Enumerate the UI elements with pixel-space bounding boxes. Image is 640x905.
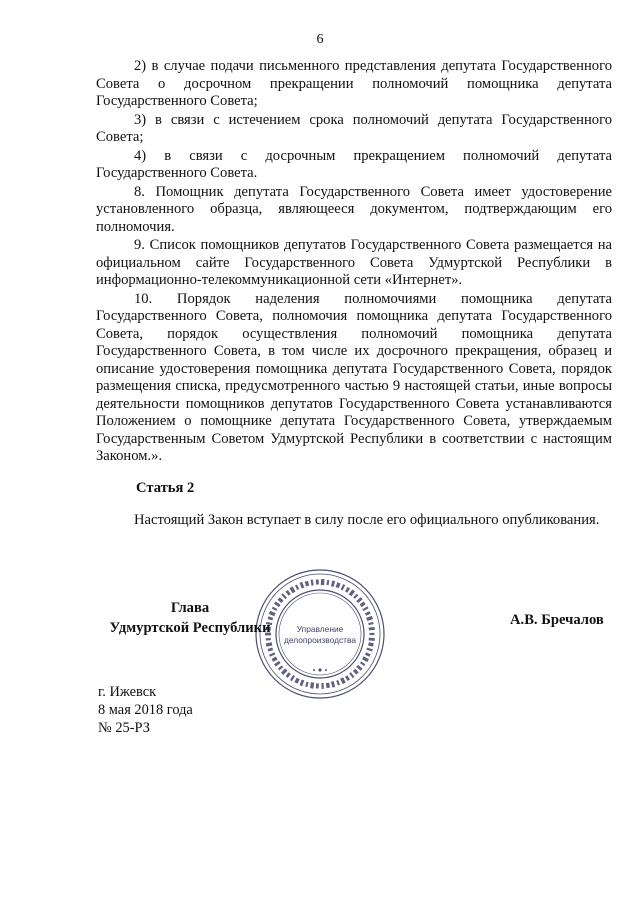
seal-ring-mark <box>331 580 335 587</box>
seal-ring-mark <box>281 593 287 599</box>
seal-ring-mark <box>369 638 375 641</box>
seal-ring-mark <box>305 682 308 687</box>
seal-ring-mark <box>349 589 355 596</box>
paragraph: 8. Помощник депутата Государственного Совета имеет удостоверение установленного образца, являющееся документом, подтверждающим его полномочия. <box>96 183 612 235</box>
page-number: 6 <box>316 32 324 47</box>
seal-ring-mark <box>268 647 274 651</box>
seal-ring-mark <box>341 584 346 590</box>
seal-ring-mark <box>356 597 362 603</box>
seal-ring-mark <box>272 657 278 662</box>
signatory-name: А.В. Бречалов <box>510 612 604 628</box>
seal-ring-mark <box>321 579 325 585</box>
seal-ring-mark <box>366 648 372 652</box>
law-text <box>96 58 612 466</box>
document-footer <box>98 683 193 737</box>
seal-ring-mark <box>286 672 291 678</box>
seal-ring-mark <box>349 672 354 678</box>
article-body <box>96 512 612 530</box>
seal-inner-line-2: делопроизводства <box>283 635 357 645</box>
signatory-title-line-1: Глава <box>170 600 210 616</box>
seal-ring-mark <box>290 675 295 681</box>
footer-date: 8 мая 2018 года <box>98 702 193 718</box>
seal-ring-mark <box>370 633 375 635</box>
seal-ring-mark <box>353 669 359 675</box>
seal-ring-mark <box>266 642 273 647</box>
seal-ring-mark <box>286 590 291 596</box>
seal-ring-mark <box>266 638 271 641</box>
seal-inner-line-1: Управление <box>296 624 344 634</box>
seal-ring-mark <box>281 668 288 675</box>
seal-ring-mark <box>300 679 305 686</box>
seal-ring-mark <box>360 601 366 607</box>
seal-ring-mark <box>326 683 330 688</box>
seal-ring-mark <box>369 627 375 630</box>
seal-ring-mark <box>289 586 295 593</box>
seal-ring-mark <box>365 611 371 616</box>
seal-ring-mark <box>353 594 358 599</box>
signatory-title <box>100 598 280 638</box>
seal-ring-mark <box>278 665 283 670</box>
signatory-title-line-2: Удмуртской Республики <box>109 620 271 636</box>
paragraph: 9. Список помощников депутатов Государственного Совета размещается на официальном сайте Государственного Совета Удмуртской Республики в информационно-телекоммуникационной сети «Интернет». <box>96 237 612 288</box>
seal-ring-mark <box>336 680 340 685</box>
seal-ring-mark <box>340 677 346 684</box>
paragraph: 3) в связи с истечением срока полномочий депутата Государственного Совета; <box>96 111 612 145</box>
seal-ring-mark <box>366 616 373 621</box>
footer-number: № 25-РЗ <box>98 720 150 736</box>
seal-ring-mark <box>326 580 329 585</box>
seal-ring-mark <box>362 606 368 611</box>
seal-ring-mark <box>368 642 374 646</box>
article-heading: Статья 2 <box>136 480 195 496</box>
seal-ring-mark <box>362 656 369 662</box>
seal-ring-mark <box>300 582 305 589</box>
seal-ring-mark <box>305 581 310 587</box>
seal-ring-mark <box>269 652 275 656</box>
paragraph: 2) в случае подачи письменного представления депутата Государственного Совета о досрочном прекращении полномочий помощника депутата Государственного Совета; <box>96 58 612 109</box>
paragraph: 4) в связи с досрочным прекращением полномочий депутата Государственного Совета. <box>96 147 612 181</box>
seal-ring-mark <box>294 678 299 684</box>
paragraph: 10. Порядок наделения полномочиями помощника депутата Государственного Совета, полномочия помощника депутата Государственного Совета, порядок осуществления полномочий помощника депутата Государственного Совета, в том числе их досрочного прекращения, образец и описание удостоверения помощника депутата Государственного Совета, порядок размещения списка, предусмотренного частью 9 настоящей статьи, иные вопросы деятельности помощников депутатов Государственного Совета устанавливаются Положением о помощнике депутата Государственного Совета, утверждаемым Государственным Советом Удмуртской Республики в соответствии с настоящим Законом.». <box>96 290 612 464</box>
seal-ring-mark <box>356 665 362 671</box>
seal-ring-mark <box>311 579 314 585</box>
paragraph: Настоящий Закон вступает в силу после его официального опубликования. <box>134 512 600 528</box>
seal-ring-mark <box>345 675 350 681</box>
seal-ring-mark <box>321 683 324 689</box>
seal-ring-mark <box>274 661 281 667</box>
seal-ring-mark <box>336 582 341 588</box>
seal-ring-mark <box>316 579 319 584</box>
seal-ring-mark <box>295 585 299 590</box>
seal-ring-mark <box>360 661 365 666</box>
seal-ring-mark <box>365 652 371 657</box>
seal-ring-mark <box>368 622 373 625</box>
seal-ring-mark <box>331 681 335 688</box>
seal-ring-mark <box>310 682 314 688</box>
seal-ring-mark <box>316 683 319 688</box>
seal-ring-mark <box>345 587 350 593</box>
footer-city: г. Ижевск <box>98 684 157 700</box>
